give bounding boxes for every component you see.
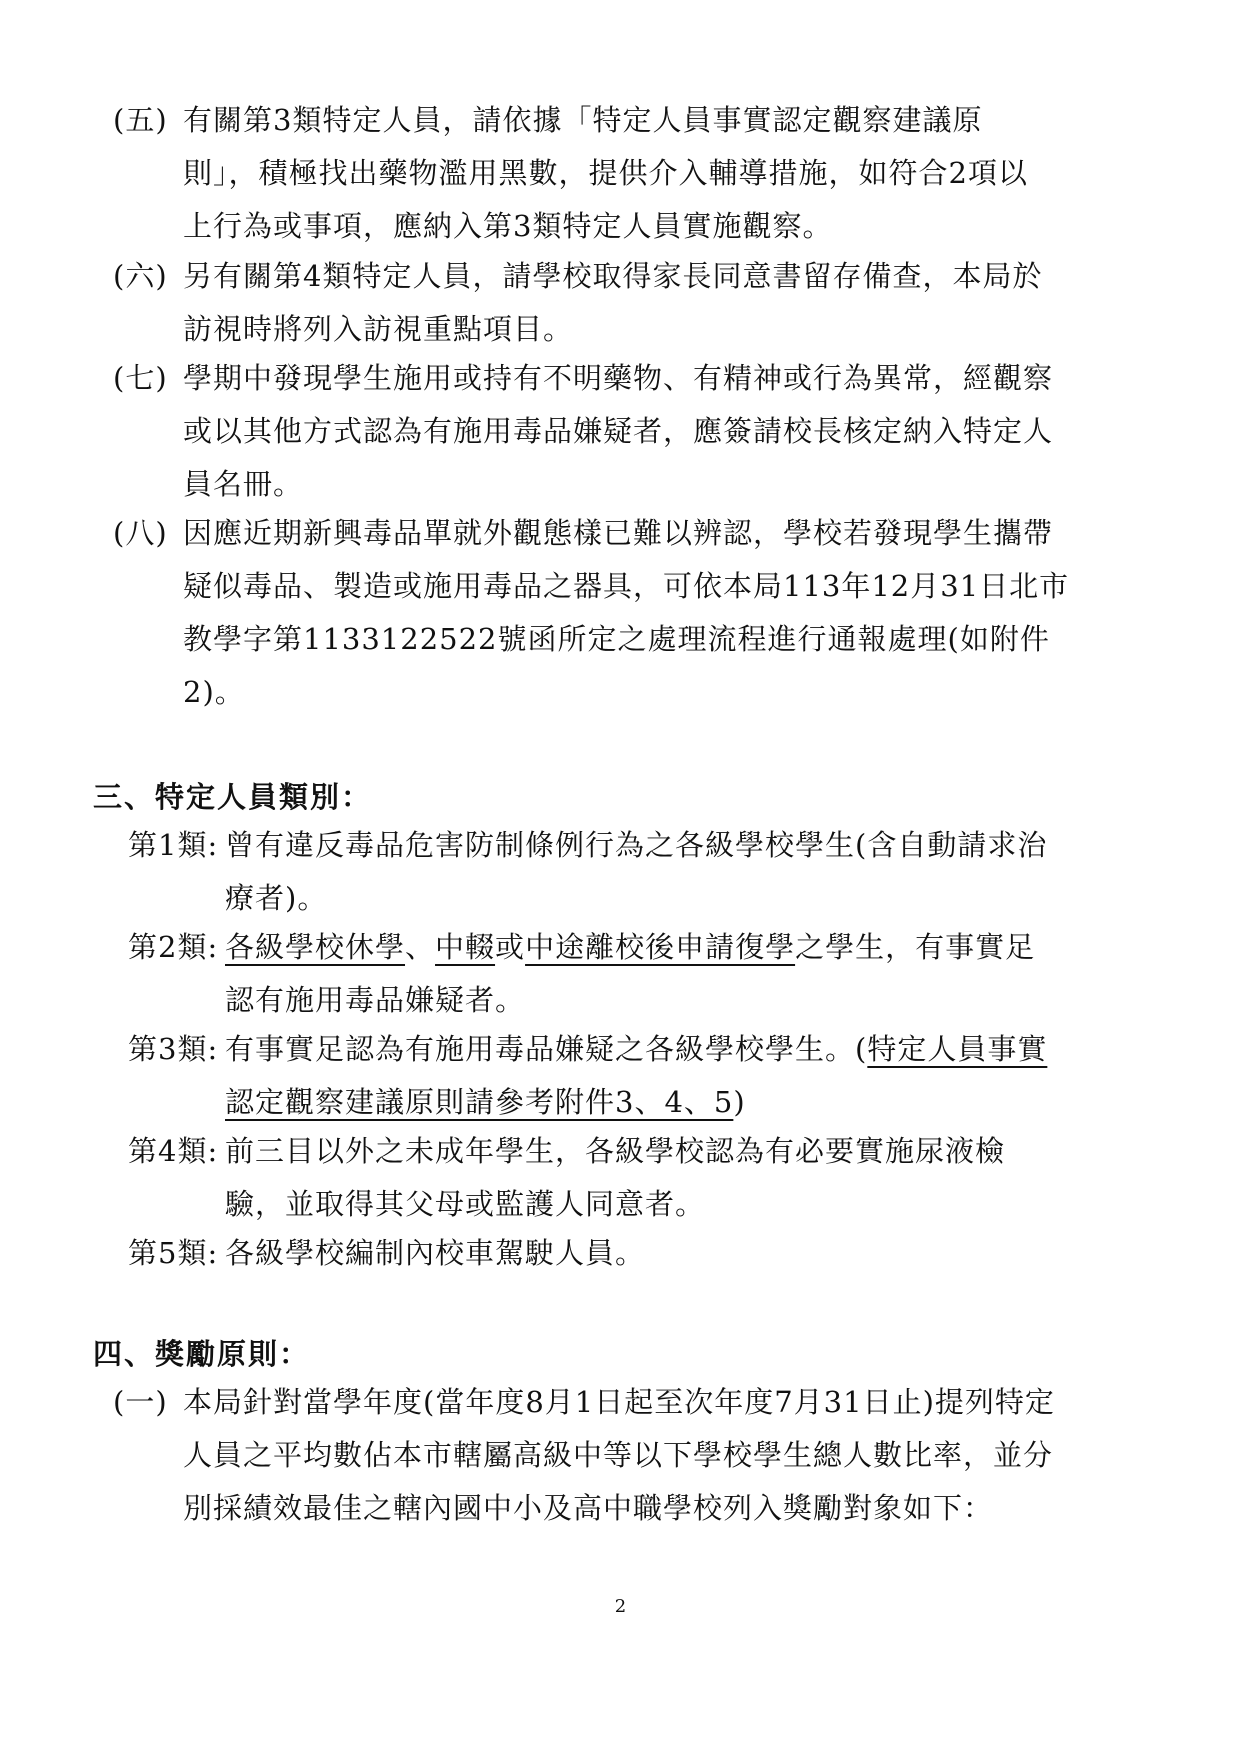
category-2 (128, 921, 1148, 1027)
text-line: 有事實足認為有施用毒品嫌疑之各級學校學生。(特定人員事實 (225, 1032, 1048, 1066)
text-line: 因應近期新興毒品單就外觀態樣已難以辨認，學校若發現學生攜帶 (183, 516, 1054, 550)
item-marker: (一) (113, 1385, 168, 1419)
text-line: 上行為或事項，應納入第3類特定人員實施觀察。 (183, 209, 833, 243)
text-line: 曾有違反毒品危害防制條例行為之各級學校學生(含自動請求治 (225, 828, 1048, 862)
text-line: 別採績效最佳之轄內國中小及高中職學校列入獎勵對象如下： (183, 1491, 994, 1525)
text-line: 本局針對當學年度(當年度8月1日起至次年度7月31日止)提列特定 (183, 1385, 1055, 1419)
text-line: 或以其他方式認為有施用毒品嫌疑者，應簽請校長核定納入特定人 (183, 414, 1054, 448)
text-line: 疑似毒品、製造或施用毒品之器具，可依本局113年12月31日北市 (183, 569, 1070, 603)
text-line: 驗，並取得其父母或監護人同意者。 (225, 1187, 706, 1221)
text-line: 各級學校編制內校車駕駛人員。 (225, 1236, 646, 1270)
category-marker: 第5類: (128, 1236, 219, 1270)
text-line: 有關第3類特定人員，請依據「特定人員事實認定觀察建議原 (183, 103, 983, 137)
section-4-heading: 四、獎勵原則： (93, 1337, 311, 1371)
item-marker: (六) (113, 259, 168, 293)
item-5 (113, 94, 1143, 253)
reward-item-1 (113, 1376, 1143, 1535)
page-number: 2 (614, 1596, 627, 1617)
category-marker: 第1類: (128, 828, 219, 862)
category-1 (128, 819, 1148, 925)
category-marker: 第4類: (128, 1134, 219, 1168)
category-4 (128, 1125, 1148, 1231)
text-line: 各級學校休學、中輟或中途離校後申請復學之學生，有事實足 (225, 930, 1036, 964)
text-line: 學期中發現學生施用或持有不明藥物、有精神或行為異常，經觀察 (183, 361, 1054, 395)
text-line: 員名冊。 (183, 467, 304, 501)
text-line: 認定觀察建議原則請參考附件3、4、5) (225, 1085, 746, 1119)
category-marker: 第2類: (128, 930, 219, 964)
category-5 (128, 1227, 1148, 1280)
text-line: 人員之平均數佔本市轄屬高級中等以下學校學生總人數比率，並分 (183, 1438, 1054, 1472)
category-marker: 第3類: (128, 1032, 219, 1066)
item-6 (113, 250, 1143, 356)
category-3 (128, 1023, 1148, 1129)
text-line: 前三目以外之未成年學生，各級學校認為有必要實施尿液檢 (225, 1134, 1006, 1168)
text-line: 2)。 (183, 675, 245, 709)
text-line: 教學字第1133122522號函所定之處理流程進行通報處理(如附件 (183, 622, 1050, 656)
text-line: 認有施用毒品嫌疑者。 (225, 983, 526, 1017)
text-line: 訪視時將列入訪視重點項目。 (183, 312, 574, 346)
item-marker: (五) (113, 103, 168, 137)
text-line: 另有關第4類特定人員，請學校取得家長同意書留存備查，本局於 (183, 259, 1043, 293)
text-line: 療者)。 (225, 881, 328, 915)
text-line: 則」，積極找出藥物濫用黑數，提供介入輔導措施，如符合2項以 (183, 156, 1028, 190)
item-8 (113, 507, 1143, 719)
item-marker: (七) (113, 361, 168, 395)
section-3-heading: 三、特定人員類別： (93, 780, 373, 814)
item-marker: (八) (113, 516, 168, 550)
item-7 (113, 352, 1143, 511)
